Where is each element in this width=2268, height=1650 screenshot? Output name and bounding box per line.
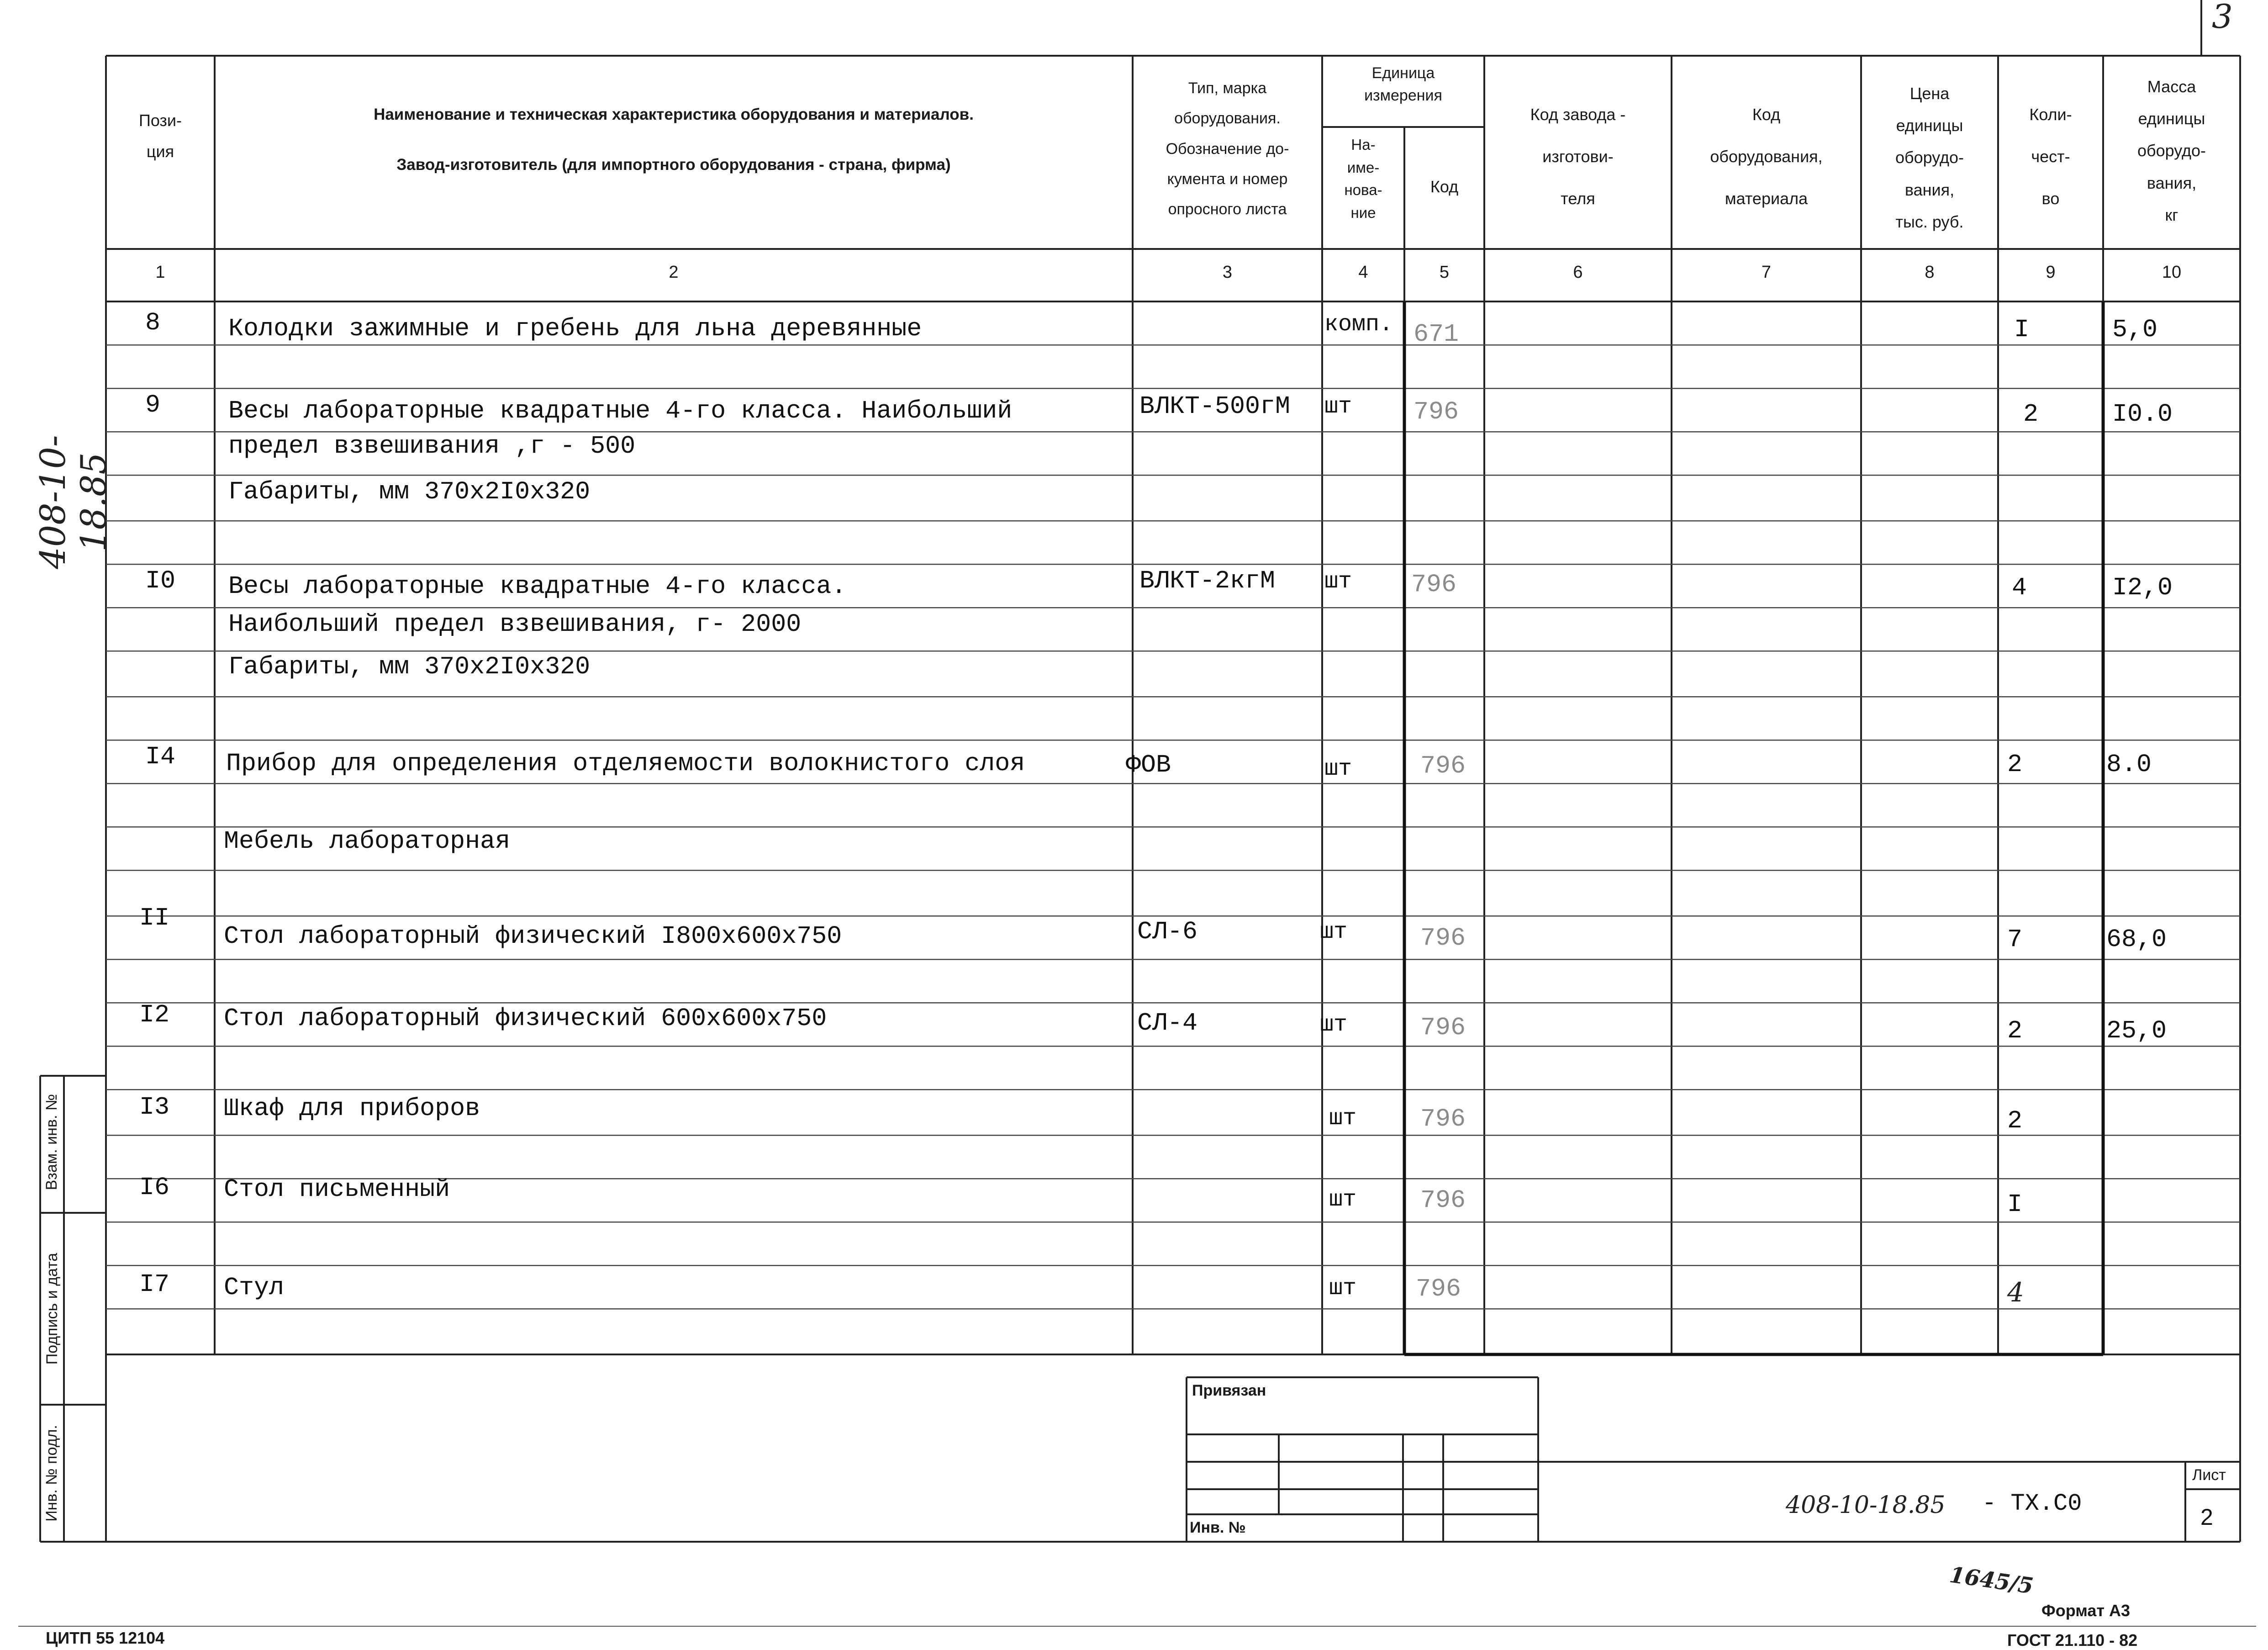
- header-unit-name: На- име- нова- ние: [1344, 136, 1382, 221]
- row-unit-code: 796: [1414, 397, 1459, 426]
- row-unit: комп.: [1324, 312, 1393, 338]
- header-type: Тип, марка оборудования. Обозначение до- кумента и номер опросного листа: [1166, 79, 1289, 218]
- row-type: СЛ-4: [1137, 1009, 1198, 1037]
- header-price: Цена единицы оборудо- вания, тыс. руб.: [1895, 84, 1964, 231]
- row-name-line: Весы лабораторные квадратные 4-го класса.: [228, 572, 847, 601]
- row-name-line: Стул: [224, 1273, 285, 1302]
- side-stamp-inv-podl: Инв. № подл.: [43, 1425, 60, 1522]
- row-mass: 25,0: [2106, 1016, 2167, 1045]
- row-quantity: 2: [2007, 750, 2023, 779]
- row-mass: I2,0: [2112, 573, 2173, 602]
- row-unit: шт: [1324, 756, 1352, 782]
- row-unit-code: 796: [1420, 751, 1466, 780]
- header-mass: Масса единицы оборудо- вания, кг: [2137, 77, 2206, 224]
- row-name-line: Прибор для определения отделяемости волокнистого слоя: [226, 749, 1025, 778]
- row-unit-code: 671: [1414, 320, 1459, 349]
- column-number: 8: [1925, 263, 1935, 282]
- row-mass: 68,0: [2106, 925, 2167, 954]
- row-quantity: 4: [2007, 1277, 2024, 1308]
- stamp-list-number: 2: [2200, 1504, 2213, 1530]
- row-position: I3: [139, 1093, 170, 1121]
- row-position: I0: [145, 566, 176, 595]
- row-unit-code: 796: [1420, 1013, 1466, 1042]
- row-name-line: Наибольший предел взвешивания, г- 2000: [228, 610, 802, 639]
- row-position: I7: [139, 1270, 170, 1299]
- stamp-privyazan: Привязан: [1192, 1382, 1266, 1399]
- row-type: СЛ-6: [1137, 917, 1198, 946]
- sheet-corner-number: 3: [2212, 0, 2233, 36]
- header-name-line2: Завод-изготовитель (для импортного оборудования - страна, фирма): [396, 156, 951, 174]
- format-label: Формат А3: [2041, 1601, 2131, 1620]
- row-position: II: [139, 904, 170, 932]
- row-unit: шт: [1320, 919, 1348, 945]
- row-unit: шт: [1320, 1012, 1348, 1038]
- gost-label: ГОСТ 21.110 - 82: [2007, 1631, 2138, 1650]
- column-number: 4: [1358, 263, 1368, 282]
- row-name-line: Колодки зажимные и гребень для льна деревянные: [228, 314, 922, 343]
- handwritten-number: 1645/5: [1948, 1562, 2035, 1599]
- row-name-line: Шкаф для приборов: [224, 1094, 480, 1123]
- column-number: 10: [2162, 263, 2182, 282]
- row-quantity: I: [2014, 315, 2030, 344]
- row-position: 9: [145, 391, 161, 419]
- stamp-inv-no: Инв. №: [1190, 1519, 1246, 1536]
- header-name-line1: Наименование и техническая характеристика оборудования и материалов.: [374, 106, 974, 123]
- row-quantity: I: [2007, 1190, 2023, 1219]
- row-name-line: предел взвешивания ,г - 500: [228, 432, 636, 460]
- column-number: 1: [155, 263, 165, 282]
- row-unit: шт: [1329, 1105, 1357, 1132]
- row-unit-code: 796: [1420, 924, 1466, 952]
- section-heading: Мебель лабораторная: [224, 827, 511, 856]
- row-unit: шт: [1324, 394, 1352, 420]
- row-unit: шт: [1329, 1187, 1357, 1213]
- column-number: 3: [1222, 263, 1233, 282]
- row-type: ВЛКТ-500гМ: [1139, 392, 1291, 421]
- row-unit-code: 796: [1420, 1186, 1466, 1215]
- row-unit-code: 796: [1411, 570, 1457, 599]
- header-quantity: Коли- чест- во: [2029, 105, 2072, 208]
- row-position: I2: [139, 1000, 170, 1029]
- row-mass: 8.0: [2106, 750, 2152, 779]
- header-unit-code: Код: [1430, 177, 1459, 196]
- row-position: I4: [145, 742, 176, 771]
- row-quantity: 2: [2007, 1106, 2023, 1135]
- row-mass: 5,0: [2112, 315, 2158, 344]
- stamp-doc-code: 408-10-18.85: [1786, 1491, 1946, 1519]
- row-mass: I0.0: [2112, 400, 2173, 428]
- row-unit-code: 796: [1416, 1275, 1461, 1303]
- row-type: ФОВ: [1126, 751, 1171, 779]
- row-name-line: Стол письменный: [224, 1175, 450, 1204]
- row-position: 8: [145, 308, 161, 337]
- column-number: 7: [1761, 263, 1772, 282]
- side-stamp-vzam: Взам. инв. №: [43, 1094, 60, 1190]
- header-position: Пози- ция: [138, 111, 182, 161]
- header-unit-group: Единица измерения: [1364, 64, 1442, 105]
- stamp-list-label: Лист: [2192, 1466, 2226, 1484]
- row-type: ВЛКТ-2кгМ: [1139, 566, 1276, 595]
- row-quantity: 2: [2023, 400, 2039, 428]
- row-quantity: 2: [2007, 1016, 2023, 1045]
- row-position: I6: [139, 1173, 170, 1202]
- row-name-line: Стол лабораторный физический 600x600x750: [224, 1004, 827, 1033]
- row-name-line: Габариты, мм 370x2I0x320: [228, 477, 591, 506]
- row-unit: шт: [1324, 569, 1352, 595]
- row-unit-code: 796: [1420, 1105, 1466, 1133]
- stamp-doc-suffix: - TX.C0: [1982, 1490, 2082, 1517]
- row-unit: шт: [1329, 1275, 1357, 1301]
- column-number: 6: [1573, 263, 1583, 282]
- header-equipment-code: Код оборудования, материала: [1710, 105, 1823, 208]
- side-stamp-podpis: Подпись и дата: [43, 1253, 61, 1365]
- header-factory-code: Код завода - изготови- теля: [1530, 105, 1626, 208]
- row-quantity: 7: [2007, 925, 2023, 954]
- column-number: 2: [669, 263, 679, 282]
- column-number: 5: [1439, 263, 1450, 282]
- side-document-code: 408-10-18.85: [32, 435, 114, 569]
- column-number: 9: [2046, 263, 2056, 282]
- bottom-left-code: ЦИТП 55 12104: [46, 1629, 165, 1647]
- row-name-line: Весы лабораторные квадратные 4-го класса. Наибольший: [228, 397, 1013, 425]
- row-name-line: Стол лабораторный физический I800x600x750: [224, 922, 842, 951]
- row-quantity: 4: [2012, 573, 2027, 602]
- row-name-line: Габариты, мм 370x2I0x320: [228, 652, 591, 681]
